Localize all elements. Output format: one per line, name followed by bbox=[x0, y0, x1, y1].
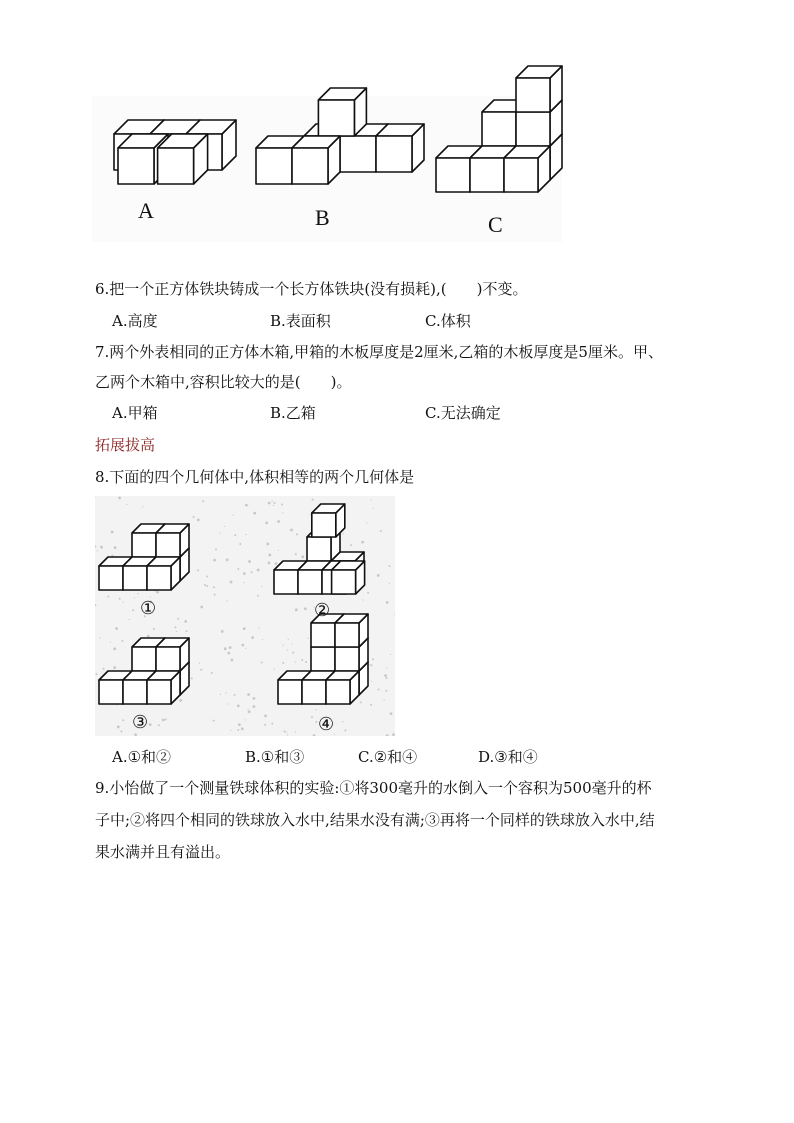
scan-speck bbox=[234, 534, 236, 536]
scan-speck bbox=[184, 620, 187, 623]
scan-speck bbox=[230, 730, 231, 731]
figure-label-2: ② bbox=[314, 600, 331, 621]
scan-speck bbox=[248, 710, 251, 713]
question-7-option-b[interactable]: B.乙箱 bbox=[270, 404, 316, 422]
question-9-line-3: 果水满并且有溢出。 bbox=[95, 843, 231, 861]
scan-speck bbox=[239, 543, 241, 545]
scan-speck bbox=[261, 586, 262, 587]
question-8-stem: 8.下面的四个几何体中,体积相等的两个几何体是 bbox=[95, 468, 415, 486]
solid-figure-4 bbox=[270, 624, 390, 714]
scan-speck bbox=[120, 730, 122, 732]
cube-face bbox=[516, 78, 550, 112]
scan-speck bbox=[214, 594, 216, 596]
scan-speck bbox=[123, 602, 124, 603]
scan-speck bbox=[211, 672, 213, 674]
cube-face bbox=[147, 680, 171, 704]
scan-speck bbox=[243, 627, 246, 630]
cube-face bbox=[326, 680, 350, 704]
solid-figure-2 bbox=[270, 496, 380, 606]
scan-speck bbox=[342, 721, 343, 722]
scan-speck bbox=[95, 496, 96, 497]
cube-face bbox=[376, 136, 412, 172]
question-6-option-b[interactable]: B.表面积 bbox=[270, 312, 331, 330]
figure-label-c: C bbox=[488, 212, 503, 237]
question-7-stem-line-2: 乙两个木箱中,容积比较大的是( )。 bbox=[95, 373, 352, 391]
cube-figure-c bbox=[430, 96, 560, 206]
scan-speck bbox=[237, 704, 240, 707]
scan-speck bbox=[265, 522, 268, 525]
scan-speck bbox=[221, 630, 224, 633]
figure-label-b: B bbox=[315, 205, 330, 230]
scan-speck bbox=[271, 723, 273, 725]
cube-face bbox=[156, 533, 180, 557]
scan-speck bbox=[213, 559, 216, 562]
scan-speck bbox=[258, 627, 259, 628]
scan-speck bbox=[261, 662, 263, 664]
scan-speck bbox=[229, 646, 232, 649]
cube-face bbox=[278, 680, 302, 704]
scan-speck bbox=[237, 568, 239, 570]
scan-speck bbox=[286, 732, 287, 733]
question-8-option-c[interactable]: C.②和④ bbox=[358, 748, 418, 766]
scan-speck bbox=[122, 719, 124, 721]
scan-speck bbox=[227, 703, 228, 704]
cube-face bbox=[147, 566, 171, 590]
scan-speck bbox=[245, 719, 246, 720]
question-6-stem: 6.把一个正方体铁块铸成一个长方体铁块(没有损耗),( )不变。 bbox=[95, 280, 528, 298]
cube-face bbox=[470, 158, 504, 192]
scan-speck bbox=[238, 723, 241, 726]
scan-speck bbox=[390, 712, 393, 715]
cube-face bbox=[158, 148, 194, 184]
cube-face bbox=[99, 680, 123, 704]
solid-figure-1 bbox=[95, 500, 205, 600]
scan-speck bbox=[149, 723, 152, 726]
cube-face bbox=[332, 570, 356, 594]
scan-speck bbox=[253, 705, 256, 708]
cube-face bbox=[307, 537, 331, 561]
scan-speck bbox=[128, 619, 129, 620]
scan-speck bbox=[231, 659, 234, 662]
scan-speck bbox=[117, 726, 120, 729]
cube-face bbox=[132, 533, 156, 557]
cube-face bbox=[311, 647, 335, 671]
cube-face bbox=[298, 570, 322, 594]
scan-speck bbox=[243, 572, 246, 575]
cube-face bbox=[132, 647, 156, 671]
scan-speck bbox=[247, 693, 250, 696]
scan-speck bbox=[246, 534, 247, 535]
scan-speck bbox=[313, 734, 316, 736]
section-title: 拓展拔高 bbox=[95, 436, 156, 454]
scan-speck bbox=[257, 569, 260, 572]
scan-speck bbox=[386, 734, 389, 736]
scan-speck bbox=[241, 727, 244, 730]
scan-speck bbox=[234, 694, 236, 696]
cube-face bbox=[274, 570, 298, 594]
cube-face bbox=[123, 566, 147, 590]
cube-face bbox=[311, 623, 335, 647]
scan-speck bbox=[206, 585, 208, 587]
scan-speck bbox=[295, 731, 296, 732]
cube-face bbox=[335, 647, 359, 671]
scan-speck bbox=[262, 639, 263, 640]
scan-speck bbox=[380, 530, 382, 532]
cube-face bbox=[340, 136, 376, 172]
scan-speck bbox=[213, 586, 215, 588]
cube-face bbox=[292, 148, 328, 184]
scan-speck bbox=[394, 613, 395, 614]
scan-speck bbox=[224, 647, 227, 650]
cube-face bbox=[436, 158, 470, 192]
scan-speck bbox=[264, 714, 267, 717]
cube-face bbox=[318, 100, 354, 136]
solid-figure-3 bbox=[95, 624, 205, 714]
scan-speck bbox=[251, 636, 254, 639]
question-7-stem-line-1: 7.两个外表相同的正方体木箱,甲箱的木板厚度是2厘米,乙箱的木板厚度是5厘米。甲、 bbox=[95, 343, 663, 361]
scan-speck bbox=[225, 692, 226, 693]
scan-speck bbox=[264, 724, 266, 726]
scan-speck bbox=[390, 654, 391, 655]
question-7-option-a[interactable]: A.甲箱 bbox=[112, 404, 158, 422]
question-9-line-1: 9.小怡做了一个测量铁球体积的实验:①将300毫升的水倒入一个容积为500毫升的杯 bbox=[95, 779, 652, 797]
scan-speck bbox=[253, 697, 256, 700]
scan-speck bbox=[165, 718, 167, 720]
scan-speck bbox=[158, 724, 160, 726]
scan-speck bbox=[248, 560, 251, 563]
cube-face bbox=[123, 680, 147, 704]
cube-face bbox=[118, 148, 154, 184]
scan-speck bbox=[219, 532, 220, 533]
question-8-option-b[interactable]: B.①和③ bbox=[245, 748, 305, 766]
scan-speck bbox=[295, 608, 298, 611]
scan-speck bbox=[304, 607, 307, 610]
scan-speck bbox=[206, 576, 208, 578]
scan-speck bbox=[134, 733, 137, 736]
scan-speck bbox=[241, 644, 244, 647]
scan-speck bbox=[118, 497, 121, 500]
figure-label-1: ① bbox=[140, 598, 157, 619]
scan-speck bbox=[389, 583, 390, 584]
cube-figure-b bbox=[250, 96, 400, 206]
scan-speck bbox=[237, 729, 239, 731]
scan-speck bbox=[388, 565, 390, 567]
scan-speck bbox=[266, 543, 269, 546]
question-8-option-d[interactable]: D.③和④ bbox=[478, 748, 538, 766]
scan-speck bbox=[227, 600, 228, 601]
figure-label-4: ④ bbox=[318, 714, 335, 735]
cube-face bbox=[335, 623, 359, 647]
cube-face bbox=[312, 513, 336, 537]
scan-speck bbox=[386, 601, 389, 604]
scan-speck bbox=[257, 595, 259, 597]
scan-speck bbox=[392, 733, 395, 736]
figure-label-3: ③ bbox=[132, 712, 149, 733]
question-7-option-c[interactable]: C.无法确定 bbox=[425, 404, 501, 422]
scan-speck bbox=[233, 515, 234, 516]
scan-speck bbox=[247, 709, 248, 710]
cube-face bbox=[156, 647, 180, 671]
scan-speck bbox=[213, 720, 215, 722]
scan-speck bbox=[315, 721, 317, 723]
scan-speck bbox=[243, 582, 244, 583]
scan-speck bbox=[344, 729, 346, 731]
scan-speck bbox=[287, 734, 288, 735]
scan-speck bbox=[251, 571, 253, 573]
scan-speck bbox=[245, 504, 248, 507]
scan-speck bbox=[245, 648, 246, 649]
cube-figure-a bbox=[92, 96, 242, 206]
question-6-option-c[interactable]: C.体积 bbox=[425, 312, 471, 330]
scan-speck bbox=[132, 609, 134, 611]
scan-speck bbox=[230, 581, 233, 584]
scan-speck bbox=[162, 719, 165, 722]
cube-face bbox=[504, 158, 538, 192]
question-8-option-a[interactable]: A.①和② bbox=[112, 748, 172, 766]
question-6-option-a[interactable]: A.高度 bbox=[112, 312, 158, 330]
cube-face bbox=[516, 112, 550, 146]
scan-speck bbox=[200, 606, 203, 609]
question-9-line-2: 子中;②将四个相同的铁球放入水中,结果水没有满;③再将一个同样的铁球放入水中,结 bbox=[95, 811, 655, 829]
scan-speck bbox=[253, 512, 256, 515]
scan-speck bbox=[95, 604, 96, 606]
cube-face bbox=[482, 112, 516, 146]
scan-speck bbox=[227, 652, 230, 655]
cube-face bbox=[256, 148, 292, 184]
scan-speck bbox=[224, 526, 225, 527]
scan-speck bbox=[177, 618, 179, 620]
cube-face bbox=[99, 566, 123, 590]
figure-label-a: A bbox=[138, 198, 154, 223]
scan-speck bbox=[226, 558, 229, 561]
scan-speck bbox=[215, 548, 217, 550]
scan-speck bbox=[284, 730, 286, 732]
scan-speck bbox=[311, 716, 313, 718]
cube-face bbox=[302, 680, 326, 704]
scan-speck bbox=[220, 694, 221, 695]
